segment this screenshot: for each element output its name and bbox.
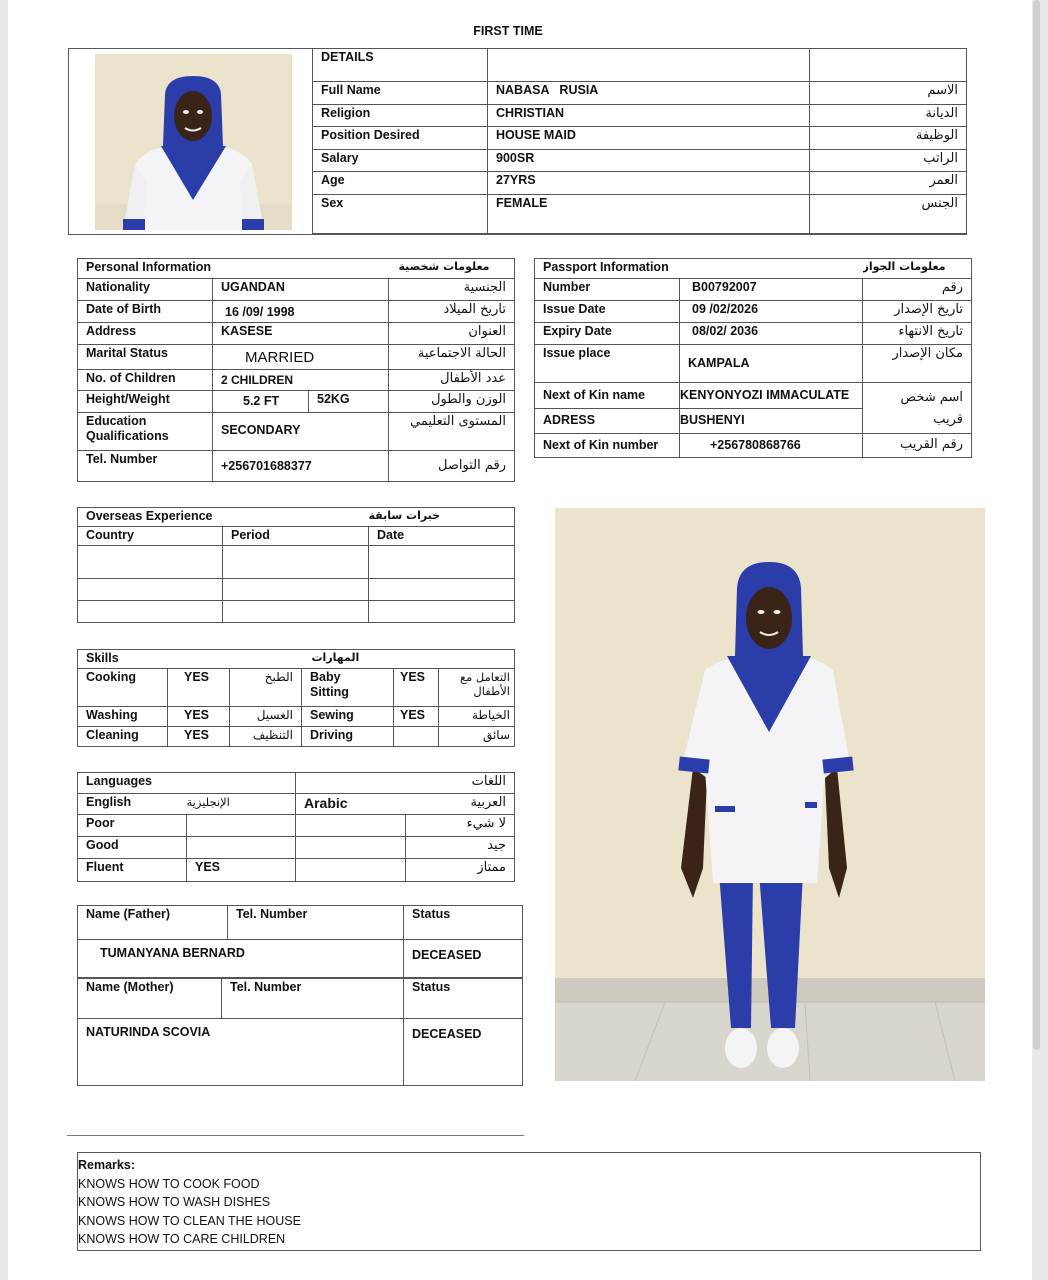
- level-arabic: ممتاز: [406, 859, 515, 882]
- field-arabic: تاريخ الانتهاء: [863, 323, 972, 345]
- field-arabic: العنوان: [389, 323, 515, 345]
- languages-heading: Languages: [78, 773, 296, 794]
- field-value: +256780868766: [680, 434, 863, 458]
- field-value: KAMPALA: [680, 345, 863, 383]
- kin-arabic-1: اسم شخص: [900, 390, 963, 405]
- baby-label: Baby: [310, 669, 341, 684]
- field-value: SECONDARY: [213, 412, 389, 450]
- qualifications-label: Qualifications: [86, 429, 169, 444]
- english-label: English: [78, 794, 187, 815]
- field-label: Issue Date: [535, 301, 680, 323]
- skill-arabic: [439, 668, 515, 706]
- skill-arabic: الغسيل: [230, 706, 302, 726]
- skill-label: Washing: [78, 706, 168, 726]
- skills-heading: Skills: [78, 650, 302, 669]
- skill-arabic: الخياطة: [439, 706, 515, 726]
- empty-cell: [223, 579, 369, 601]
- empty-cell: [223, 601, 369, 623]
- details-arabic: الديانة: [810, 105, 967, 127]
- field-label: Next of Kin number: [535, 434, 680, 458]
- empty-cell: [78, 601, 223, 623]
- arabic-arabic: العربية: [406, 794, 515, 815]
- field-arabic: رقم التواصل: [389, 450, 515, 481]
- skill-arabic: سائق: [439, 726, 515, 746]
- baby-arabic-1: التعامل مع: [459, 669, 510, 684]
- height-value: 5.2 FT: [213, 390, 309, 412]
- details-arabic: الوظيفة: [810, 127, 967, 150]
- field-value: KASESE: [213, 323, 389, 345]
- field-value: 08/02/ 2036: [680, 323, 863, 345]
- details-value: CHRISTIAN: [488, 105, 810, 127]
- level-arabic: لا شيء: [406, 815, 515, 837]
- field-arabic: تاريخ الإصدار: [863, 301, 972, 323]
- remark-line: KNOWS HOW TO CARE CHILDREN: [78, 1232, 286, 1246]
- languages-heading-ar: اللغات: [296, 773, 515, 794]
- languages-table: [77, 772, 515, 882]
- mother-status-label: Status: [404, 979, 523, 1019]
- skill-value: YES: [394, 706, 439, 726]
- sitting-label: Sitting: [310, 685, 349, 700]
- field-label: Expiry Date: [535, 323, 680, 345]
- details-label: Position Desired: [313, 127, 488, 150]
- personal-heading: Personal Information: [78, 259, 309, 279]
- father-tel-label: Tel. Number: [228, 906, 404, 940]
- details-label: Religion: [313, 105, 488, 127]
- field-value: 09 /02/2026: [680, 301, 863, 323]
- english-level: [187, 837, 296, 859]
- field-label: Date of Birth: [78, 301, 213, 323]
- details-heading: DETAILS: [313, 49, 488, 82]
- father-name: TUMANYANA BERNARD: [78, 940, 404, 978]
- details-table: [312, 48, 967, 234]
- empty-cell: [78, 546, 223, 579]
- field-label: Tel. Number: [78, 450, 213, 481]
- empty-cell: [223, 546, 369, 579]
- details-label: Salary: [313, 150, 488, 172]
- field-value: MARRIED: [213, 345, 389, 370]
- field-label: Marital Status: [78, 345, 213, 370]
- personal-heading-ar: معلومات شخصية: [309, 259, 515, 279]
- field-arabic: الحالة الاجتماعية: [389, 345, 515, 370]
- details-value: FEMALE: [488, 195, 810, 234]
- field-label: Address: [78, 323, 213, 345]
- passport-heading-ar: معلومات الجواز: [863, 259, 972, 279]
- details-value: NABASA RUSIA: [488, 82, 810, 105]
- level-label: Poor: [78, 815, 187, 837]
- field-arabic: المستوى التعليمي: [389, 412, 515, 450]
- details-label: Age: [313, 172, 488, 195]
- level-label: Good: [78, 837, 187, 859]
- empty-cell: [369, 579, 515, 601]
- field-label: Next of Kin name: [535, 383, 680, 409]
- page-title: FIRST TIME: [473, 24, 543, 38]
- skill-arabic: التنظيف: [230, 726, 302, 746]
- separator-line: [67, 1135, 524, 1136]
- remark-line: KNOWS HOW TO COOK FOOD: [78, 1176, 260, 1191]
- english-arabic: الإنجليزية: [187, 794, 296, 815]
- field-arabic: [863, 383, 972, 434]
- father-status-label: Status: [404, 906, 523, 940]
- scrollbar[interactable]: [1033, 0, 1040, 1050]
- skills-heading-ar: المهارات: [302, 650, 515, 669]
- passport-info-table: [534, 258, 972, 458]
- field-label: [78, 412, 213, 450]
- details-arabic: الاسم: [810, 82, 967, 105]
- column-header: Period: [223, 527, 369, 546]
- field-label: ADRESS: [535, 409, 680, 434]
- level-label: Fluent: [78, 859, 187, 882]
- mother-label: Name (Mother): [78, 979, 222, 1019]
- field-value: BUSHENYI: [680, 409, 863, 434]
- details-arabic: الجنس: [810, 195, 967, 234]
- empty-cell: [369, 601, 515, 623]
- field-value: 16 /09/ 1998: [213, 301, 389, 323]
- skill-value: YES: [168, 706, 230, 726]
- remarks-heading: Remarks:: [78, 1158, 135, 1172]
- skill-label: [302, 668, 394, 706]
- field-value: +256701688377: [213, 450, 389, 481]
- mother-table: [77, 978, 523, 1086]
- field-value: B00792007: [680, 279, 863, 301]
- field-arabic: الوزن والطول: [389, 390, 515, 412]
- details-value: HOUSE MAID: [488, 127, 810, 150]
- field-value: 2 CHILDREN: [213, 369, 389, 390]
- skill-value: [394, 726, 439, 746]
- arabic-label: Arabic: [296, 794, 406, 815]
- details-value: 900SR: [488, 150, 810, 172]
- remark-line: KNOWS HOW TO CLEAN THE HOUSE: [78, 1213, 301, 1228]
- remarks-box: [77, 1152, 981, 1251]
- kin-arabic-2: قريب: [933, 412, 963, 427]
- details-value: 27YRS: [488, 172, 810, 195]
- skill-value: YES: [394, 668, 439, 706]
- details-arabic: العمر: [810, 172, 967, 195]
- level-arabic: جيد: [406, 837, 515, 859]
- parents-table: [77, 905, 523, 978]
- field-label: Issue place: [535, 345, 680, 383]
- passport-heading: Passport Information: [535, 259, 863, 279]
- empty-cell: [78, 579, 223, 601]
- english-level: YES: [187, 859, 296, 882]
- mother-name: NATURINDA SCOVIA: [78, 1019, 404, 1086]
- field-value: KENYONYOZI IMMACULATE: [680, 383, 863, 409]
- details-label: Sex: [313, 195, 488, 234]
- skill-label: Sewing: [302, 706, 394, 726]
- document-page: [8, 0, 1032, 1280]
- empty-cell: [369, 546, 515, 579]
- portrait-photo: [95, 54, 292, 230]
- english-level: [187, 815, 296, 837]
- skill-value: YES: [168, 726, 230, 746]
- field-arabic: الجنسية: [389, 279, 515, 301]
- field-label: Number: [535, 279, 680, 301]
- mother-tel-label: Tel. Number: [222, 979, 404, 1019]
- skill-label: Cleaning: [78, 726, 168, 746]
- full-body-photo: [555, 508, 985, 1081]
- field-label: Nationality: [78, 279, 213, 301]
- empty-cell: [296, 837, 406, 859]
- skills-table: [77, 649, 515, 747]
- overseas-heading-ar: خبرات سابقة: [369, 508, 515, 527]
- column-header: Country: [78, 527, 223, 546]
- remark-line: KNOWS HOW TO WASH DISHES: [78, 1195, 271, 1209]
- weight-value: 52KG: [309, 390, 389, 412]
- field-arabic: عدد الأطفال: [389, 369, 515, 390]
- father-status: DECEASED: [404, 940, 523, 978]
- education-label: Education: [86, 413, 147, 428]
- field-label: Height/Weight: [78, 390, 213, 412]
- baby-arabic-2: الأطفال: [473, 684, 510, 698]
- field-value: UGANDAN: [213, 279, 389, 301]
- details-label: Full Name: [313, 82, 488, 105]
- field-arabic: رقم: [863, 279, 972, 301]
- field-label: No. of Children: [78, 369, 213, 390]
- skill-value: YES: [168, 668, 230, 706]
- column-header: Date: [369, 527, 515, 546]
- skill-arabic: الطبخ: [230, 668, 302, 706]
- skill-label: Cooking: [78, 668, 168, 706]
- field-arabic: رقم القريب: [863, 434, 972, 458]
- field-arabic: مكان الإصدار: [863, 345, 972, 383]
- details-arabic: الراتب: [810, 150, 967, 172]
- empty-cell: [296, 815, 406, 837]
- overseas-heading: Overseas Experience: [78, 508, 369, 527]
- mother-status: DECEASED: [404, 1019, 523, 1086]
- field-arabic: تاريخ الميلاد: [389, 301, 515, 323]
- skill-label: Driving: [302, 726, 394, 746]
- overseas-table: [77, 507, 515, 623]
- father-label: Name (Father): [78, 906, 228, 940]
- empty-cell: [296, 859, 406, 882]
- personal-info-table: [77, 258, 515, 482]
